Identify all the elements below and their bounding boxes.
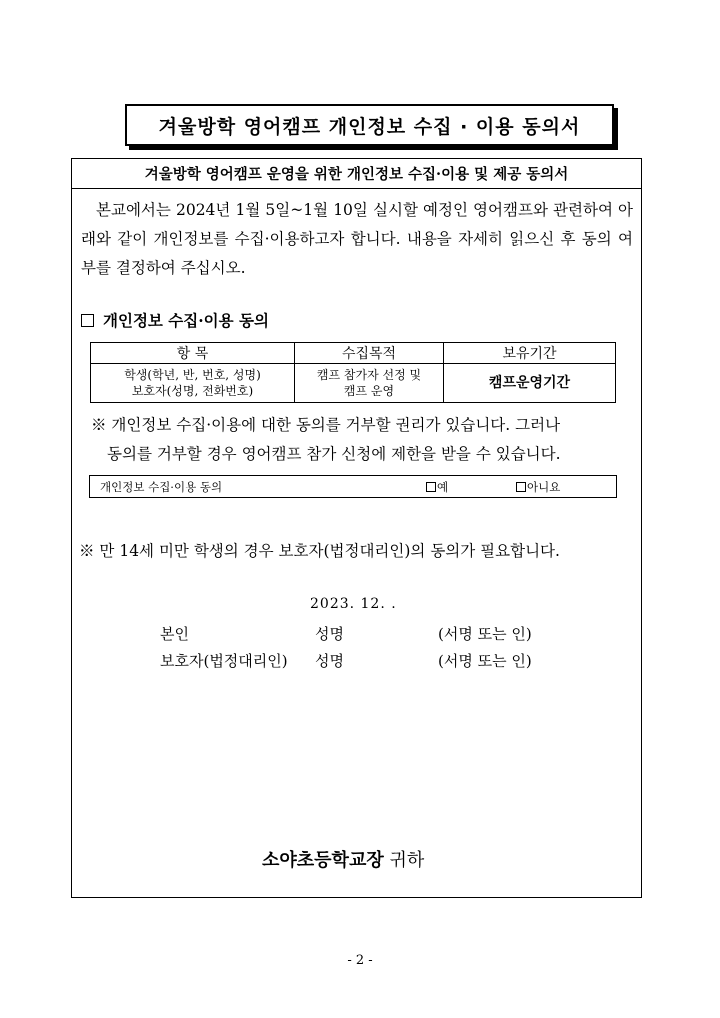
- guardian-notice: ※ 만 14세 미만 학생의 경우 보호자(법정대리인)의 동의가 필요합니다.: [79, 542, 560, 560]
- consent-no-label: 아니요: [527, 479, 561, 494]
- intro-text: 본교에서는 2024년 1월 5일~1월 10일 실시할 예정인 영어캠프와 관련하여 아래와 같이 개인정보를 수집·이용하고자 합니다. 내용을 자세히 읽으신 후 동의 여부를 결정하여 주십시오.: [81, 201, 633, 277]
- consent-form-frame: [71, 158, 642, 898]
- form-header-text: 겨울방학 영어캠프 운영을 위한 개인정보 수집·이용 및 제공 동의서: [144, 166, 569, 183]
- checkbox-icon: [81, 314, 94, 327]
- refusal-notice-line: ※ 개인정보 수집·이용에 대한 동의를 거부할 권리가 있습니다. 그러나: [91, 416, 561, 434]
- recipient-suffix: 귀하: [389, 850, 425, 871]
- self-name-label: 성명: [315, 625, 344, 643]
- consent-no-checkbox[interactable]: [516, 482, 526, 492]
- consent-yes-option[interactable]: [426, 479, 448, 495]
- intro-paragraph: [81, 196, 633, 283]
- guardian-name-label: 성명: [315, 652, 344, 670]
- refusal-notice-line: 동의를 거부할 경우 영어캠프 참가 신청에 제한을 받을 수 있습니다.: [107, 445, 561, 463]
- page-number: - 2 -: [347, 953, 373, 968]
- table-header-cell: 항 목: [91, 343, 295, 364]
- consent-no-option[interactable]: [516, 479, 560, 495]
- items-cell: [91, 364, 295, 403]
- guardian-label: 보호자(법정대리인): [160, 652, 288, 670]
- table-header-cell: 수집목적: [295, 343, 444, 364]
- table-row: [91, 364, 616, 403]
- collection-items-table: [90, 342, 616, 403]
- consent-label: 개인정보 수집·이용 동의: [100, 479, 223, 494]
- table-header-row: [91, 343, 616, 364]
- purpose-line: 캠프 참가자 선정 및: [316, 368, 422, 382]
- self-sign-label: (서명 또는 인): [438, 625, 532, 643]
- recipient: [262, 846, 424, 872]
- date-line: 2023. 12. .: [310, 596, 397, 612]
- table-header-cell: 보유기간: [444, 343, 616, 364]
- form-header: [72, 159, 641, 189]
- retention-cell: [444, 364, 616, 403]
- document-title: [125, 104, 614, 146]
- purpose-line: 캠프 운영: [343, 384, 395, 398]
- consent-yes-checkbox[interactable]: [426, 482, 436, 492]
- guardian-sign-label: (서명 또는 인): [438, 652, 532, 670]
- purpose-cell: [295, 364, 444, 403]
- section-title-text: 개인정보 수집·이용 동의: [103, 311, 269, 330]
- items-line: 보호자(성명, 전화번호): [131, 384, 254, 398]
- consent-row: [89, 475, 617, 498]
- recipient-name: 소야초등학교장: [262, 850, 384, 871]
- items-line: 학생(학년, 반, 번호, 성명): [124, 368, 261, 382]
- document-title-text: 겨울방학 영어캠프 개인정보 수집 · 이용 동의서: [158, 115, 581, 138]
- self-label: 본인: [160, 625, 189, 643]
- section-title: [81, 309, 269, 331]
- refusal-notice: [91, 411, 631, 469]
- consent-yes-label: 예: [437, 479, 449, 494]
- retention-period: 캠프운영기간: [488, 375, 571, 391]
